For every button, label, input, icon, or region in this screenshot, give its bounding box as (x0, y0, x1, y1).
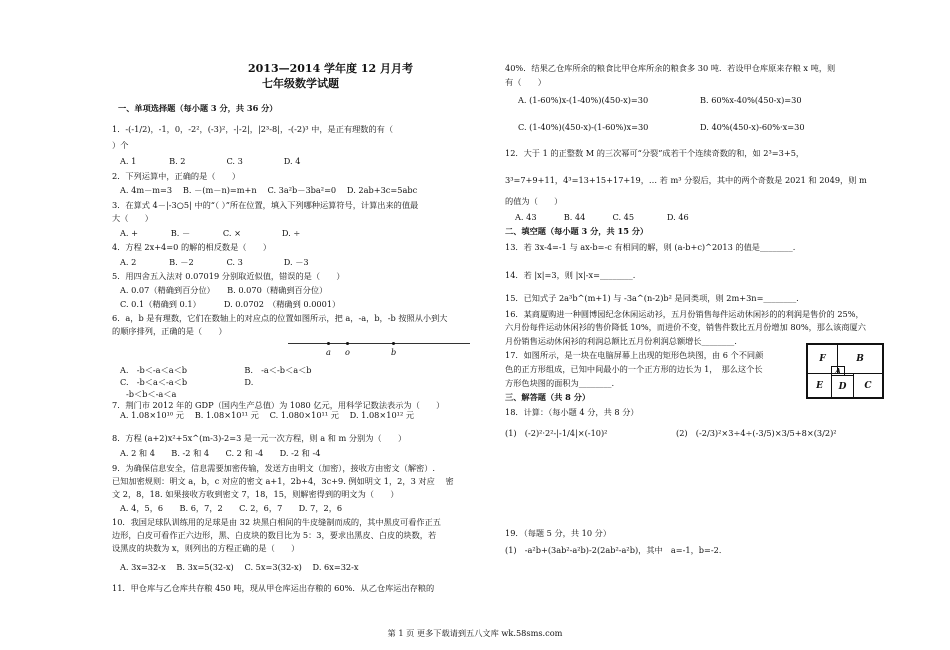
question-18-part-1: (1) (-2)²·2²-|-1/4|×(-10)² (505, 428, 608, 438)
question-16-cont-1: 六月份每件运动休闲衫的售价降低 10%，而进价不变，销售件数比五月份增加 80%，那么该商厦六 (505, 322, 866, 332)
question-16: 16．某商厦购进一种圆博园纪念休闲运动衫，五月份销售每件运动休闲衫的的利润是售价的 25%， (505, 309, 864, 319)
question-12-options: A. 43 B. 44 C. 45 D. 46 (515, 212, 689, 222)
question-9-cont-1: 已知加密规则：明文 a，b，c 对应的密文 a+1，2b+4，3c+9. 例如明文 1，2，3 对应 密 (112, 476, 454, 486)
question-6-options-2: C. -b＜a＜-a＜b D. (120, 377, 254, 387)
question-6: 6．a，b 是有理数，它们在数轴上的对应点的位置如图所示，把 a，-a，b，-b 按照从小到大 (112, 313, 448, 323)
number-line-label-a: a (326, 347, 331, 357)
exam-title-subject: 七年级数学试题 (262, 77, 339, 90)
block-b: B (837, 344, 883, 374)
question-2-options: A. 4m－m=3 B. －(m－n)=m+n C. 3a²b－3ba²=0 D. 2ab+3c=5abc (120, 185, 418, 195)
question-4: 4．方程 2x+4=0 的解的相反数是（ ） (112, 242, 272, 252)
question-12-cont-1: 3³=7+9+11，4³=13+15+17+19，… 若 m³ 分裂后，其中的两个奇数是 2021 和 2049，则 m (505, 175, 867, 185)
question-9-cont-2: 文 2，8，18. 如果接收方收到密文 7，18，15，则解密得到的明文为（ ） (112, 489, 399, 499)
question-18: 18．计算：（每小题 4 分，共 8 分） (505, 407, 639, 417)
question-6-options-1: A. -b＜-a＜a＜b B. -a＜-b＜a＜b (120, 365, 312, 375)
block-d: D (831, 375, 854, 398)
question-11-option-d: D. 40%(450-x)-60%·x=30 (700, 122, 805, 132)
question-8-options: A. 2 和 4 B. -2 和 4 C. 2 和 -4 D. -2 和 -4 (120, 448, 321, 458)
question-11-option-c: C. (1-40%)(450-x)-(1-60%)x=30 (518, 122, 649, 132)
number-line-point-b (392, 342, 395, 345)
question-2: 2．下列运算中，正确的是（ ） (112, 171, 241, 181)
question-10-cont-1: 边形，白皮可看作正六边形，黑、白皮块的数目比为 5：3，要求出黑皮、白皮的块数，若 (112, 530, 437, 540)
question-6-cont: 的顺序排列，正确的是（ ） (112, 326, 227, 336)
question-19: 19．（每题 5 分，共 10 分） (505, 528, 612, 538)
section-heading-fill: 二、填空题（每小题 3 分，共 15 分） (505, 226, 649, 236)
question-1: 1．-(-1/2)，-1，0，-2²，(-3)²，-|-2|，|2³-8|，-(-2)³ 中，是正有理数的有（ (112, 124, 394, 134)
question-11-option-a: A. (1-60%)x-(1-40%)(450-x)=30 (518, 95, 649, 105)
question-12-cont-2: 的值为（ ） (505, 196, 563, 206)
question-17: 17．如图所示，是一块在电脑屏幕上出现的矩形色块图，由 6 个不同颜 (505, 350, 764, 360)
question-10: 10．我国足球队训练用的足球是由 32 块黑白相间的牛皮缝制而成的，其中黑皮可看作正五 (112, 517, 441, 527)
question-4-options: A. 2 B. －2 C. 3 D. －3 (120, 257, 309, 267)
question-5-options-2: C. 0.1（精确到 0.1） D. 0.0702 （精确到 0.0001） (120, 299, 341, 309)
section-heading-solve: 三、解答题（共 8 分） (505, 392, 591, 402)
question-14: 14．若 |x|=3，则 |x|-x=________. (505, 270, 636, 280)
number-line-point-o (346, 342, 349, 345)
question-10-options: A. 3x=32-x B. 3x=5(32-x) C. 5x=3(32-x) D. 6x=32-x (120, 562, 359, 572)
block-e: E (807, 373, 832, 398)
question-9-options: A. 4，5，6 B. 6，7，2 C. 2，6，7 D. 7，2，6 (120, 503, 343, 513)
question-5-options-1: A. 0.07（精确到百分位） B. 0.070（精确到百分位） (120, 285, 328, 295)
question-5: 5．用四舍五入法对 0.07019 分别取近似值，错误的是（ ） (112, 271, 345, 281)
number-line (288, 343, 470, 344)
question-15: 15．已知式子 2a³b^(m+1) 与 -3a^(n-2)b² 是同类项，则 2m+3n=________. (505, 293, 799, 303)
question-3-cont: 大（ ） (112, 213, 153, 223)
question-10-cont-2: 设黑皮的块数为 x，则列出的方程正确的是（ ） (112, 543, 300, 553)
question-7: 7．荆门市 2012 年的 GDP（国内生产总值）为 1080 亿元，用科学记数法表示为（ ） (112, 400, 445, 410)
section-heading-choice: 一、单项选择题（每小题 3 分，共 36 分） (118, 103, 278, 113)
question-18-part-2: (2) (-2/3)²×3÷4÷(-3/5)×3/5+8×(3/2)² (676, 428, 837, 438)
question-11-option-b: B. 60%x-40%(450-x)=30 (700, 95, 802, 105)
question-11-cont-1: 40%．结果乙仓库所余的粮食比甲仓库所余的粮食多 30 吨．若设甲仓库原来存粮 x 吨，则 (505, 63, 836, 73)
block-a: A (831, 366, 845, 376)
question-16-cont-2: 月份销售运动休闲衫的利润总额比五月份利润总额增长________. (505, 336, 737, 346)
question-11: 11．甲仓库与乙仓库共存粮 450 吨，现从甲仓库运出存粮的 60%．从乙仓库运出存粮的 (112, 583, 435, 593)
question-19-part-1: (1) -a²b+(3ab²-a²b)-2(2ab²-a²b)，其中 a=-1，b=-2． (505, 545, 728, 555)
block-c: C (853, 373, 883, 398)
question-13: 13．若 3x-4=-1 与 ax-b=-c 有相同的解，则 (a-b+c)^2013 的值是________. (505, 242, 796, 252)
question-9: 9．为确保信息安全，信息需要加密传输，发送方由明文（加密），接收方由密文（解密）. (112, 463, 436, 473)
question-6-options-3: -b＜b＜-a＜a (126, 389, 177, 399)
question-3-options: A. + B. － C. × D. ÷ (120, 228, 301, 238)
question-1-options: A. 1 B. 2 C. 3 D. 4 (120, 156, 301, 166)
exam-title-term: 2013—2014 学年度 12 月月考 (248, 62, 414, 75)
block-f: F (807, 344, 838, 374)
number-line-label-b: b (391, 347, 397, 357)
question-7-options: A. 1.08×10¹⁰ 元 B. 1.08×10¹¹ 元 C. 1.080×10¹¹ 元 D. 1.08×10¹² 元 (120, 410, 415, 420)
question-12: 12．大于 1 的正整数 M 的三次幂可“分裂”成若干个连续奇数的和，如 2³=3+5， (505, 148, 805, 158)
number-line-point-a (327, 342, 330, 345)
page-footer: 第 1 页 更多下载请到五八文库 wk.58sms.com (387, 628, 563, 638)
question-11-cont-2: 有（ ） (505, 77, 546, 87)
question-8: 8．方程 (a+2)x²+5x^(m-3)-2=3 是一元一次方程，则 a 和 m 分别为（ ） (112, 433, 407, 443)
question-17-cont-1: 色的正方形组成，已知中间最小的一个正方形的边长为 1， 那么这个长 (505, 364, 763, 374)
question-17-cont-2: 方形色块图的面积为________. (505, 378, 615, 388)
number-line-label-o: o (345, 347, 350, 357)
question-1-cont: ）个 (112, 140, 129, 150)
color-block-figure (806, 343, 884, 399)
question-3: 3．在算式 4－|-3○5| 中的“（ ）”所在位置，填入下列哪种运算符号，计算出来的值最 (112, 200, 419, 210)
